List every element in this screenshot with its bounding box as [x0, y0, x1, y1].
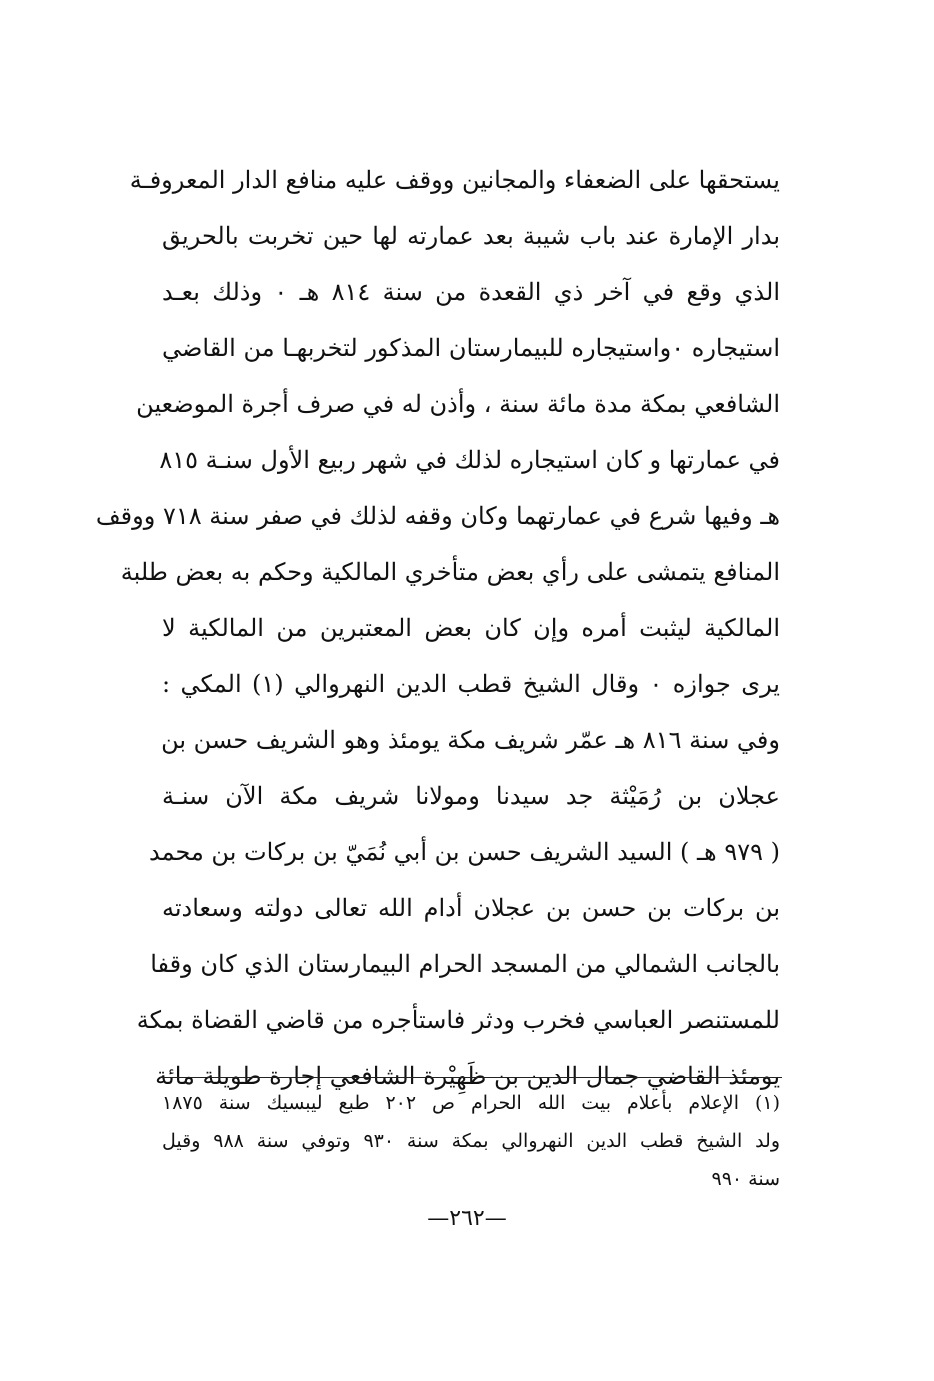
- text-line: ( ٩٧٩ هـ ) السيد الشريف حسن بن أبي نُمَيّ بن بركات بن محمد: [148, 838, 780, 866]
- footnote-divider: [160, 1077, 782, 1078]
- text-line: هـ وفيها شرع في عمارتهما وكان وقفه لذلك في صفر سنة ٧١٨ ووقف: [95, 502, 780, 530]
- text-line: استيجاره ٠واستيجاره للبيمارستان المذكور لتخربهـا من القاضي: [162, 334, 780, 362]
- text-line: الذي وقع في آخر ذي القعدة من سنة ٨١٤ هـ ٠ وذلك بعـد: [162, 278, 780, 306]
- footnote-line: (١) الإعلام بأعلام بيت الله الحرام ص ٢٠٢ طبع ليبسيك سنة ١٨٧٥: [162, 1092, 780, 1114]
- text-line: المنافع يتمشى على رأي بعض متأخري المالكية وحكم به بعض طلبة: [120, 558, 780, 586]
- text-line: في عمارتها و كان استيجاره لذلك في شهر ربيع الأول سنـة ٨١٥: [159, 446, 780, 474]
- footnote-line: سنة ٩٩٠: [711, 1168, 780, 1190]
- main-text: [95, 152, 780, 1104]
- page-number: —٢٦٢—: [427, 1206, 507, 1231]
- footnote-line: ولد الشيخ قطب الدين النهروالي بمكة سنة ٩٣٠ وتوفي سنة ٩٨٨ وقيل: [162, 1130, 781, 1152]
- text-line: بدار الإمارة عند باب شيبة بعد عمارته لها حين تخربت بالحريق: [162, 222, 780, 250]
- text-line: يرى جوازه ٠ وقال الشيخ قطب الدين النهروالي (١) المكي :: [162, 670, 780, 698]
- text-line: للمستنصر العباسي فخرب ودثر فاستأجره من قاضي القضاة بمكة: [136, 1006, 780, 1034]
- text-line: بن بركات بن حسن بن عجلان أدام الله تعالى دولته وسعادته: [162, 894, 780, 922]
- text-line: وفي سنة ٨١٦ هـ عمّر شريف مكة يومئذ وهو الشريف حسن بن: [161, 726, 780, 754]
- footnotes: [162, 1084, 780, 1198]
- text-line: بالجانب الشمالي من المسجد الحرام البيمارستان الذي كان وقفا: [150, 950, 780, 978]
- text-line: الشافعي بمكة مدة مائة سنة ، وأذن له في صرف أجرة الموضعين: [136, 390, 780, 418]
- text-line: يومئذ القاضي جمال الدين بن ظَهِيْرة الشافعي إجارة طويلة مائة: [155, 1062, 780, 1090]
- text-line: يستحقها على الضعفاء والمجانين ووقف عليه منافع الدار المعروفـة: [129, 166, 780, 194]
- text-line: عجلان بن رُمَيْثة جد سيدنا ومولانا شريف مكة الآن سنـة: [162, 782, 780, 810]
- text-line: المالكية ليثبت أمره وإن كان بعض المعتبرين من المالكية لا: [162, 614, 780, 642]
